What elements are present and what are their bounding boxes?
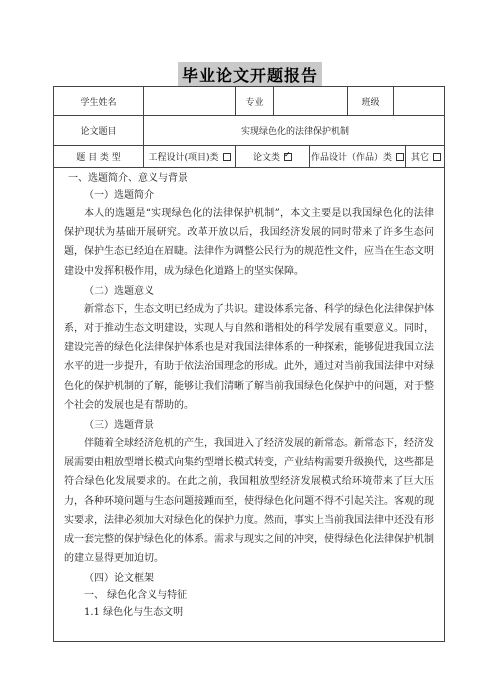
major-label: 专业 <box>236 87 274 115</box>
checkbox-icon[interactable] <box>223 153 231 161</box>
thesis-title-value[interactable]: 实现绿色化的法律保护机制 <box>240 127 349 137</box>
type-option-label: 其它 <box>410 153 429 163</box>
topic-type-row <box>54 146 444 168</box>
subsection-heading: （一）选题简介 <box>84 190 154 201</box>
paragraph: 新常态下，生态文明已经成为了共识。建设体系完备、科学的绿色化法律保护体系，对于推动生态文明建设，实现人与自然和谐相处的科学发展有重要意义。同时，建设完善的绿色化法律保护体系也是对我国法律体系的一种探索，能够促进我国立法水平的进一步提升，有助于依法治国理念的形成。此外，通过对当前我国法律中对绿色化的保护机制的了解，能够让我们清晰了解当前我国绿色化保护中的问题，对于整个社会的发展也是有帮助的。 <box>64 303 434 411</box>
type-option-label: 论文类 <box>252 153 280 163</box>
student-name-field[interactable] <box>144 87 236 115</box>
outline-item: 一、 绿色化含义与特征 <box>84 590 188 602</box>
subsection-heading: （四）论文框架 <box>84 573 154 585</box>
type-option-engineering[interactable] <box>144 146 236 167</box>
class-label: 班级 <box>348 87 394 115</box>
report-body <box>54 168 444 621</box>
subsection-heading: （二）选题意义 <box>84 285 154 297</box>
type-option-label: 作品设计（作品）类 <box>310 153 392 163</box>
type-option-other[interactable] <box>406 146 446 167</box>
document-title: 毕业论文开题报告 <box>178 62 322 87</box>
class-field[interactable] <box>394 87 446 115</box>
paragraph: 本人的选题是“实现绿色化的法律保护机制”，本文主要是以我国绿色化的法律保护现状为基础开展研究。改革开放以后，我国经济发展的同时带来了许多生态问题，保护生态已经迫在眉睫。法律作为调整公民行为的规范性文件，应当在生态文明建设中发挥积极作用，成为绿色化道路上的坚实保障。 <box>64 208 434 277</box>
type-option-label: 工程设计(项目)类 <box>148 153 219 163</box>
paragraph: 伴随着全球经济危机的产生，我国进入了经济发展的新常态。新常态下，经济发展需要由粗放型增长模式向集约型增长模式转变，产业结构需要升级换代，这些都是符合绿色化发展要求的。在此之前，我国粗放型经济发展模式给环境带来了巨大压力，各种环境问题与生态问题接踵而至，使得绿色化问题不得不引起关注。客观的现实要求，法律必须加大对绿色化的保护力度。然而，事实上当前我国法律中还没有形成一套完整的保护绿色化的体系。需求与现实之间的冲突，使得绿色化法律保护机制的建立显得更加迫切。 <box>64 438 434 565</box>
thesis-title-label: 论文题目 <box>54 116 144 145</box>
thesis-title-row <box>54 116 444 146</box>
student-info-row <box>54 87 444 116</box>
checkbox-icon[interactable] <box>396 153 404 161</box>
outline-item: 1.1 绿色化与生态文明 <box>84 607 184 619</box>
student-name-label: 学生姓名 <box>54 87 144 115</box>
checkbox-checked-icon[interactable] <box>284 153 292 161</box>
title-wrap <box>0 62 500 87</box>
type-option-design[interactable] <box>310 146 406 167</box>
report-form <box>53 86 445 642</box>
topic-type-label: 题 目 类 型 <box>54 146 144 167</box>
checkbox-icon[interactable] <box>433 153 441 161</box>
major-field[interactable] <box>274 87 348 115</box>
type-option-thesis[interactable] <box>236 146 310 167</box>
section-heading: 一、选题简介、意义与背景 <box>68 173 188 184</box>
subsection-heading: （三）选题背景 <box>84 420 154 432</box>
